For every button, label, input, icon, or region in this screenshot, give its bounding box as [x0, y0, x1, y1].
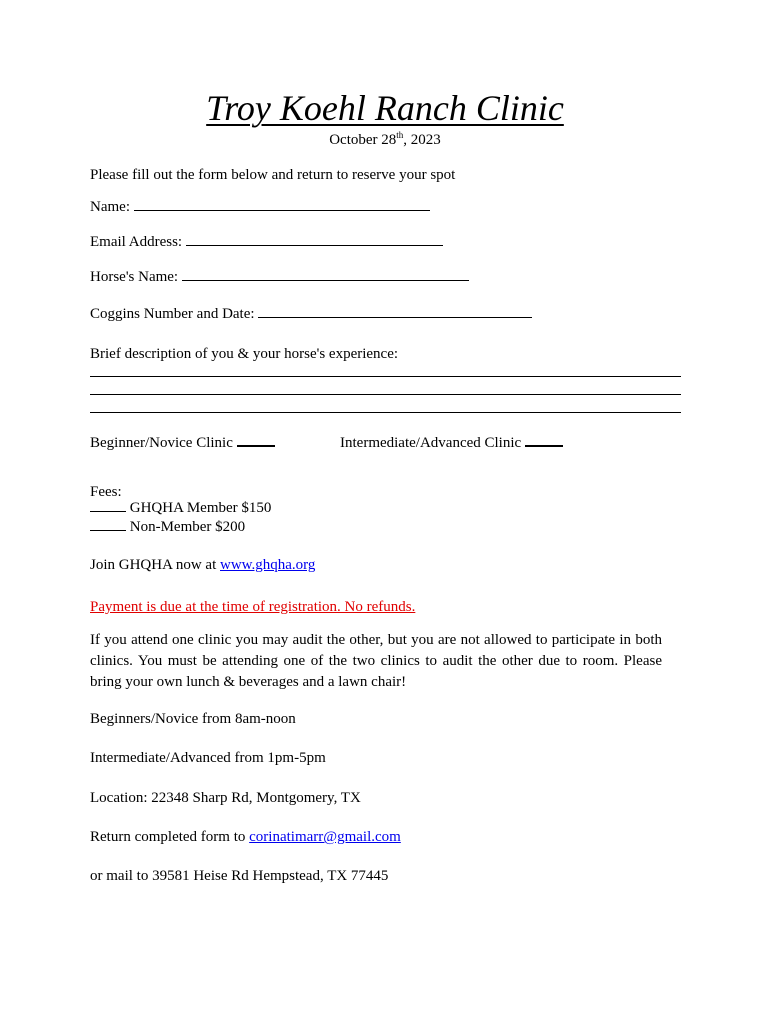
- intermediate-clinic-label: Intermediate/Advanced Clinic: [340, 435, 522, 451]
- email-field-row: [90, 233, 443, 251]
- horse-field-row: [90, 268, 469, 286]
- experience-line-1[interactable]: [90, 376, 681, 377]
- beginner-clinic-label: Beginner/Novice Clinic: [90, 435, 233, 451]
- member-fee-checkbox[interactable]: [90, 511, 126, 512]
- email-label: Email Address:: [90, 234, 183, 250]
- intermediate-clinic-row: [340, 434, 563, 452]
- date-text: October 28: [329, 132, 397, 148]
- experience-line-2[interactable]: [90, 394, 681, 395]
- ghqha-link[interactable]: www.ghqha.org: [220, 557, 316, 573]
- experience-label: Brief description of you & your horse's experience:: [90, 346, 399, 362]
- join-text: Join GHQHA now at: [90, 557, 220, 573]
- intermediate-schedule: Intermediate/Advanced from 1pm-5pm: [90, 750, 326, 766]
- beginner-schedule: Beginners/Novice from 8am-noon: [90, 711, 296, 727]
- clinic-date: [0, 130, 770, 149]
- name-label: Name:: [90, 199, 130, 215]
- horse-name-label: Horse's Name:: [90, 269, 179, 285]
- mail-address: or mail to 39581 Heise Rd Hempstead, TX 77445: [90, 868, 389, 884]
- name-field-row: [90, 198, 430, 216]
- email-link[interactable]: corinatimarr@gmail.com: [249, 829, 401, 845]
- horse-name-field[interactable]: [182, 280, 469, 281]
- nonmember-fee-row: [90, 518, 245, 536]
- date-ordinal: th: [396, 130, 404, 140]
- member-fee-row: [90, 499, 271, 517]
- coggins-field[interactable]: [258, 317, 532, 318]
- audit-paragraph: If you attend one clinic you may audit the other, but you are not allowed to participate in both clinics. You must be attending one of the two clinics to audit the other due to room. Please bring your own lunch & beverages and a lawn chair!: [90, 632, 662, 690]
- return-row: [90, 828, 401, 846]
- name-field[interactable]: [134, 210, 430, 211]
- join-row: [90, 556, 315, 574]
- fees-label: Fees:: [90, 484, 122, 500]
- return-text: Return completed form to: [90, 829, 250, 845]
- experience-line-3[interactable]: [90, 412, 681, 413]
- member-fee-label: GHQHA Member $150: [129, 500, 272, 516]
- location-text: Location: 22348 Sharp Rd, Montgomery, TX: [90, 790, 361, 806]
- payment-notice: Payment is due at the time of registration. No refunds.: [90, 599, 416, 615]
- page-title: Troy Koehl Ranch Clinic: [206, 88, 564, 128]
- beginner-clinic-checkbox[interactable]: [237, 445, 275, 447]
- email-field[interactable]: [186, 245, 443, 246]
- coggins-label: Coggins Number and Date:: [90, 306, 255, 322]
- nonmember-fee-label: Non-Member $200: [129, 519, 246, 535]
- nonmember-fee-checkbox[interactable]: [90, 530, 126, 531]
- coggins-field-row: [90, 305, 532, 323]
- intro-text: Please fill out the form below and return to reserve your spot: [90, 167, 456, 183]
- beginner-clinic-row: [90, 434, 275, 452]
- date-year: , 2023: [403, 132, 441, 148]
- intermediate-clinic-checkbox[interactable]: [525, 445, 563, 447]
